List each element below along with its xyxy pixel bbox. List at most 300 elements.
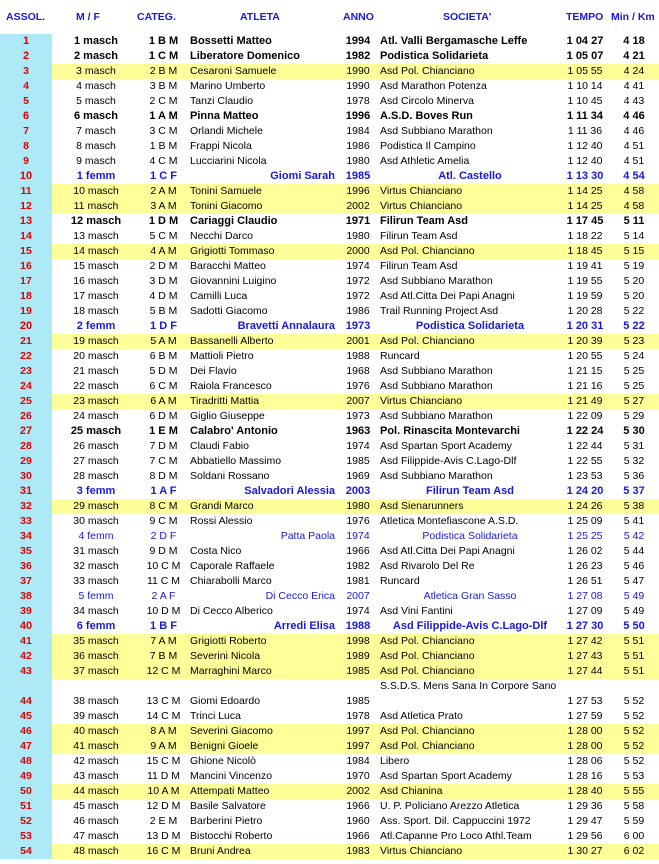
cell-soc: Pol. Rinascita Montevarchi	[380, 425, 520, 437]
cell-pos: 41	[0, 634, 52, 649]
table-row	[0, 364, 659, 379]
cell-time: 1 12 40	[567, 155, 603, 167]
cell-pos: 20	[0, 319, 52, 334]
table-row	[0, 259, 659, 274]
cell-pos: 9	[0, 154, 52, 169]
cell-year: 1983	[346, 845, 370, 857]
cell-mf: 41 masch	[73, 740, 119, 752]
cell-soc: Asd Subbiano Marathon	[380, 470, 493, 482]
cell-km: 4 24	[623, 65, 645, 77]
cell-km: 5 41	[623, 515, 645, 527]
cell-soc: Asd Filippide-Avis C.Lago-Dlf	[392, 620, 548, 632]
cell-cat: 15 C M	[146, 755, 181, 767]
table-row	[0, 724, 659, 739]
cell-cat: 5 B M	[149, 305, 178, 317]
cell-pos: 23	[0, 364, 52, 379]
table-row	[0, 589, 659, 604]
cell-time: 1 26 02	[567, 545, 603, 557]
cell-time: 1 27 30	[566, 620, 604, 632]
cell-time: 1 27 43	[567, 650, 603, 662]
cell-soc: Asd Circolo Minerva	[380, 95, 474, 107]
cell-time: 1 17 45	[566, 215, 604, 227]
cell-soc: Filirun Team Asd	[380, 260, 458, 272]
cell-time: 1 19 59	[567, 290, 603, 302]
cell-pos: 52	[0, 814, 52, 829]
cell-mf: 2 masch	[73, 50, 119, 62]
cell-pos: 50	[0, 784, 52, 799]
cell-soc: Asd Pol. Chianciano	[380, 650, 475, 662]
cell-pos: 21	[0, 334, 52, 349]
table-row	[0, 274, 659, 289]
cell-time: 1 25 09	[567, 515, 603, 527]
cell-year: 1985	[345, 170, 371, 182]
cell-mf: 26 masch	[73, 440, 119, 452]
cell-cat: 7 A M	[150, 635, 177, 647]
cell-year: 2002	[346, 200, 370, 212]
cell-mf: 10 masch	[73, 185, 119, 197]
cell-soc: Asd Atletica Prato	[380, 710, 463, 722]
cell-cat: 8 D M	[149, 470, 178, 482]
table-row	[0, 169, 659, 184]
cell-time: 1 28 40	[567, 785, 603, 797]
cell-name: Giomi Sarah	[270, 170, 335, 182]
header-pos: ASSOL.	[6, 11, 46, 23]
cell-year: 1978	[346, 710, 370, 722]
cell-time: 1 21 49	[567, 395, 603, 407]
cell-soc: Asd Marathon Potenza	[380, 80, 487, 92]
cell-year: 1990	[346, 65, 370, 77]
table-row	[0, 424, 659, 439]
cell-name: Grigiotti Roberto	[190, 635, 267, 647]
cell-km: 4 41	[623, 80, 645, 92]
cell-year: 1985	[346, 665, 370, 677]
cell-mf: 4 masch	[76, 80, 116, 92]
cell-mf: 16 masch	[73, 275, 119, 287]
cell-pos: 24	[0, 379, 52, 394]
table-row	[0, 844, 659, 859]
cell-year: 1996	[346, 185, 370, 197]
table-row	[0, 109, 659, 124]
cell-pos: 6	[0, 109, 52, 124]
cell-km: 5 50	[623, 620, 645, 632]
cell-time: 1 19 41	[567, 260, 603, 272]
cell-mf: 1 femm	[76, 170, 116, 182]
cell-name: Barberini Pietro	[190, 815, 263, 827]
cell-cat: 1 C F	[150, 170, 177, 182]
cell-soc: Asd Athletic Amelia	[380, 155, 470, 167]
cell-year: 1976	[346, 380, 370, 392]
cell-mf: 22 masch	[73, 380, 119, 392]
cell-name: Sadotti Giacomo	[190, 305, 268, 317]
cell-soc: Asd Spartan Sport Academy	[380, 770, 512, 782]
cell-km: 5 52	[623, 740, 645, 752]
cell-cat: 5 C M	[149, 230, 178, 242]
cell-pos: 49	[0, 769, 52, 784]
table-row	[0, 349, 659, 364]
cell-pos: 8	[0, 139, 52, 154]
cell-name: Liberatore Domenico	[190, 50, 301, 62]
cell-cat: 7 B M	[149, 650, 178, 662]
cell-name: Marino Umberto	[190, 80, 266, 92]
cell-soc: Atletica Gran Sasso	[423, 590, 517, 602]
cell-name: Pinna Matteo	[190, 110, 259, 122]
cell-cat: 12 D M	[146, 800, 181, 812]
cell-soc: Asd Rivarolo Del Re	[380, 560, 475, 572]
cell-name: Severini Giacomo	[190, 725, 273, 737]
cell-name: Cesaroni Samuele	[190, 65, 277, 77]
cell-cat: 2 E M	[149, 815, 178, 827]
cell-year: 1989	[346, 650, 370, 662]
cell-cat: 10 D M	[146, 605, 181, 617]
cell-time: 1 29 47	[567, 815, 603, 827]
cell-km: 5 22	[623, 305, 645, 317]
cell-soc: Asd Pol. Chianciano	[380, 725, 475, 737]
cell-km: 5 49	[623, 590, 645, 602]
cell-name: Bossetti Matteo	[190, 35, 272, 47]
cell-name: Severini Nicola	[190, 650, 261, 662]
cell-year: 1985	[346, 455, 370, 467]
cell-km: 5 51	[623, 635, 645, 647]
cell-time: 1 24 20	[566, 485, 604, 497]
cell-km: 5 51	[623, 665, 645, 677]
cell-cat: 13 D M	[146, 830, 181, 842]
cell-name: Tonini Samuele	[190, 185, 262, 197]
cell-km: 5 11	[623, 215, 645, 227]
cell-pos: 51	[0, 799, 52, 814]
cell-name: Bistocchi Roberto	[190, 830, 273, 842]
cell-soc: Asd Pol. Chianciano	[380, 335, 475, 347]
cell-km: 4 43	[623, 95, 645, 107]
cell-km: 5 36	[623, 470, 645, 482]
cell-soc: A.S.D. Boves Run	[380, 110, 473, 122]
table-row	[0, 454, 659, 469]
cell-km: 5 19	[623, 260, 645, 272]
cell-cat: 4 A M	[150, 245, 177, 257]
cell-mf: 31 masch	[73, 545, 119, 557]
cell-pos: 37	[0, 574, 52, 589]
cell-km: 5 58	[623, 800, 645, 812]
cell-cat: 1 D F	[150, 320, 177, 332]
table-row	[0, 574, 659, 589]
cell-cat: 2 D F	[150, 530, 177, 542]
cell-soc: Asd Atl.Citta Dei Papi Anagni	[380, 290, 515, 302]
cell-name: Frappi Nicola	[190, 140, 252, 152]
cell-cat: 6 C M	[149, 380, 178, 392]
cell-mf: 48 masch	[73, 845, 119, 857]
cell-soc: Virtus Chianciano	[380, 395, 463, 407]
cell-pos: 32	[0, 499, 52, 514]
cell-time: 1 29 56	[567, 830, 603, 842]
cell-mf: 17 masch	[73, 290, 119, 302]
cell-km: 4 46	[623, 110, 645, 122]
table-row	[0, 394, 659, 409]
cell-mf: 6 femm	[76, 620, 116, 632]
cell-km: 4 58	[623, 200, 645, 212]
cell-soc: Asd Subbiano Marathon	[380, 275, 493, 287]
cell-km: 4 21	[623, 50, 645, 62]
cell-mf: 42 masch	[73, 755, 119, 767]
cell-cat: 3 D M	[149, 275, 178, 287]
cell-pos: 22	[0, 349, 52, 364]
table-row	[0, 664, 659, 679]
cell-km: 5 42	[623, 530, 645, 542]
cell-time: 1 20 31	[566, 320, 604, 332]
cell-name: Ghione Nicolò	[190, 755, 256, 767]
cell-cat: 2 C M	[149, 95, 178, 107]
cell-time: 1 22 24	[566, 425, 604, 437]
cell-year: 1988	[345, 620, 371, 632]
table-row	[0, 334, 659, 349]
cell-pos: 38	[0, 589, 52, 604]
cell-soc: Atl. Castello	[438, 170, 502, 182]
cell-name: Abbatiello Massimo	[190, 455, 282, 467]
cell-soc: Podistica Solidarieta	[422, 530, 518, 542]
cell-time: 1 05 55	[567, 65, 603, 77]
cell-soc: Virtus Chianciano	[380, 845, 463, 857]
cell-mf: 46 masch	[73, 815, 119, 827]
cell-pos: 7	[0, 124, 52, 139]
cell-km: 5 55	[623, 785, 645, 797]
cell-time: 1 25 25	[567, 530, 603, 542]
cell-year: 1986	[346, 140, 370, 152]
table-row	[0, 139, 659, 154]
cell-name: Di Cecco Alberico	[190, 605, 273, 617]
table-row	[0, 679, 659, 709]
table-row	[0, 304, 659, 319]
cell-soc: Asd Sienarunners	[380, 500, 464, 512]
cell-cat: 9 A M	[150, 740, 177, 752]
cell-km: 5 51	[623, 650, 645, 662]
cell-cat: 2 A M	[150, 185, 177, 197]
cell-soc: Filirun Team Asd	[380, 215, 469, 227]
cell-km: 5 44	[623, 545, 645, 557]
cell-soc: Asd Pol. Chianciano	[380, 65, 475, 77]
cell-year: 1974	[346, 260, 370, 272]
cell-time: 1 12 40	[567, 140, 603, 152]
cell-time: 1 22 44	[567, 440, 603, 452]
cell-cat: 5 A M	[150, 335, 177, 347]
cell-mf: 24 masch	[73, 410, 119, 422]
cell-year: 2002	[346, 785, 370, 797]
table-row	[0, 619, 659, 634]
cell-cat: 6 B M	[149, 350, 178, 362]
cell-year: 2001	[346, 335, 370, 347]
cell-pos: 47	[0, 739, 52, 754]
cell-time: 1 21 16	[567, 380, 603, 392]
cell-year: 1969	[346, 470, 370, 482]
cell-km: 5 15	[623, 245, 645, 257]
cell-pos: 14	[0, 229, 52, 244]
cell-mf: 25 masch	[70, 425, 122, 437]
cell-mf: 39 masch	[73, 710, 119, 722]
cell-name: Bruni Andrea	[190, 845, 251, 857]
table-row	[0, 559, 659, 574]
cell-time: 1 19 55	[567, 275, 603, 287]
cell-cat: 1 C M	[148, 50, 179, 62]
cell-mf: 36 masch	[73, 650, 119, 662]
cell-name: Mancini Vincenzo	[190, 770, 273, 782]
table-row	[0, 319, 659, 334]
cell-year: 1994	[345, 35, 371, 47]
cell-pos: 16	[0, 259, 52, 274]
cell-km: 6 00	[623, 830, 645, 842]
cell-pos: 13	[0, 214, 52, 229]
cell-pos: 15	[0, 244, 52, 259]
cell-cat: 6 A M	[150, 395, 177, 407]
cell-year: 1981	[346, 575, 370, 587]
table-row	[0, 79, 659, 94]
table-row	[0, 154, 659, 169]
cell-year: 1973	[346, 410, 370, 422]
cell-soc: S.S.D.S. Mens Sana In Corpore Sano	[380, 680, 557, 692]
table-row	[0, 199, 659, 214]
cell-km: 4 51	[623, 155, 645, 167]
cell-soc: Runcard	[380, 575, 420, 587]
cell-soc: Virtus Chianciano	[380, 200, 463, 212]
cell-year: 1974	[346, 605, 370, 617]
table-row	[0, 529, 659, 544]
cell-time: 1 28 16	[567, 770, 603, 782]
cell-name: Marraghini Marco	[190, 665, 272, 677]
cell-pos: 42	[0, 649, 52, 664]
cell-soc: Virtus Chianciano	[380, 185, 463, 197]
cell-soc: Ass. Sport. Dil. Cappuccini 1972	[380, 815, 531, 827]
cell-mf: 45 masch	[73, 800, 119, 812]
cell-soc: Asd Filippide-Avis C.Lago-Dlf	[380, 455, 517, 467]
cell-year: 1997	[346, 725, 370, 737]
cell-km: 5 53	[623, 770, 645, 782]
cell-year: 1985	[346, 695, 370, 707]
cell-year: 1980	[346, 500, 370, 512]
cell-km: 5 14	[623, 230, 645, 242]
cell-year: 1990	[346, 80, 370, 92]
cell-mf: 47 masch	[73, 830, 119, 842]
cell-km: 5 32	[623, 455, 645, 467]
cell-pos: 12	[0, 199, 52, 214]
cell-cat: 1 A M	[149, 110, 178, 122]
table-row	[0, 484, 659, 499]
table-row	[0, 634, 659, 649]
cell-year: 1973	[345, 320, 371, 332]
cell-cat: 1 B F	[150, 620, 177, 632]
table-row	[0, 649, 659, 664]
cell-time: 1 10 14	[567, 80, 603, 92]
cell-pos: 33	[0, 514, 52, 529]
cell-year: 2007	[346, 590, 370, 602]
cell-name: Cariaggi Claudio	[190, 215, 278, 227]
cell-km: 5 52	[623, 695, 645, 707]
cell-time: 1 20 28	[567, 305, 603, 317]
cell-name: Raiola Francesco	[190, 380, 272, 392]
cell-cat: 12 C M	[146, 665, 181, 677]
cell-cat: 10 C M	[146, 560, 181, 572]
cell-time: 1 14 25	[567, 185, 603, 197]
cell-soc: Asd Pol. Chianciano	[380, 245, 475, 257]
cell-name: Grandi Marco	[190, 500, 254, 512]
cell-cat: 11 C M	[146, 575, 181, 587]
cell-mf: 4 femm	[78, 530, 114, 542]
cell-year: 1996	[345, 110, 371, 122]
cell-mf: 5 femm	[78, 590, 114, 602]
cell-year: 2007	[346, 395, 370, 407]
cell-pos: 25	[0, 394, 52, 409]
cell-pos: 46	[0, 724, 52, 739]
header-soc: SOCIETA'	[443, 11, 492, 23]
table-row	[0, 214, 659, 229]
cell-mf: 34 masch	[73, 605, 119, 617]
table-header	[0, 0, 659, 34]
cell-name: Patta Paola	[280, 530, 335, 542]
cell-name: Benigni Gioele	[190, 740, 259, 752]
cell-mf: 27 masch	[73, 455, 119, 467]
cell-name: Lucciarini Nicola	[190, 155, 267, 167]
table-row	[0, 604, 659, 619]
cell-time: 1 22 55	[567, 455, 603, 467]
cell-mf: 3 femm	[76, 485, 116, 497]
cell-cat: 14 C M	[146, 710, 181, 722]
cell-mf: 11 masch	[73, 200, 119, 212]
cell-pos: 27	[0, 424, 52, 439]
table-row	[0, 289, 659, 304]
cell-pos: 40	[0, 619, 52, 634]
cell-cat: 13 C M	[146, 695, 181, 707]
table-row	[0, 409, 659, 424]
table-row	[0, 739, 659, 754]
cell-km: 5 38	[623, 500, 645, 512]
cell-year: 1980	[346, 155, 370, 167]
cell-mf: 9 masch	[76, 155, 116, 167]
cell-year: 1960	[346, 815, 370, 827]
cell-km: 5 23	[623, 335, 645, 347]
cell-time: 1 18 22	[567, 230, 603, 242]
cell-cat: 1 B M	[148, 35, 179, 47]
table-row	[0, 34, 659, 49]
cell-km: 5 37	[623, 485, 645, 497]
cell-time: 1 10 45	[567, 95, 603, 107]
header-mf: M / F	[76, 11, 100, 23]
cell-year: 1966	[346, 800, 370, 812]
cell-time: 1 28 06	[567, 755, 603, 767]
cell-name: Giglio Giuseppe	[190, 410, 265, 422]
cell-km: 4 18	[623, 35, 645, 47]
cell-mf: 33 masch	[73, 575, 119, 587]
cell-time: 1 26 51	[567, 575, 603, 587]
cell-mf: 29 masch	[73, 500, 119, 512]
cell-pos: 11	[0, 184, 52, 199]
cell-name: Basile Salvatore	[190, 800, 266, 812]
table-row	[0, 799, 659, 814]
cell-soc: Asd Subbiano Marathon	[380, 125, 493, 137]
cell-time: 1 13 30	[566, 170, 604, 182]
cell-name: Costa Nico	[190, 545, 242, 557]
cell-name: Caporale Raffaele	[190, 560, 275, 572]
cell-cat: 3 A M	[150, 200, 177, 212]
cell-cat: 4 D M	[149, 290, 178, 302]
cell-cat: 9 D M	[149, 545, 178, 557]
cell-time: 1 11 34	[566, 110, 604, 122]
cell-mf: 13 masch	[73, 230, 119, 242]
cell-name: Bassanelli Alberto	[190, 335, 274, 347]
cell-km: 5 29	[623, 410, 645, 422]
header-cat: CATEG.	[137, 11, 176, 23]
table-row	[0, 94, 659, 109]
cell-name: Trinci Luca	[190, 710, 241, 722]
cell-cat: 8 A M	[150, 725, 177, 737]
cell-year: 1982	[345, 50, 371, 62]
cell-km: 5 52	[623, 710, 645, 722]
cell-pos: 45	[0, 709, 52, 724]
cell-cat: 5 D M	[149, 365, 178, 377]
